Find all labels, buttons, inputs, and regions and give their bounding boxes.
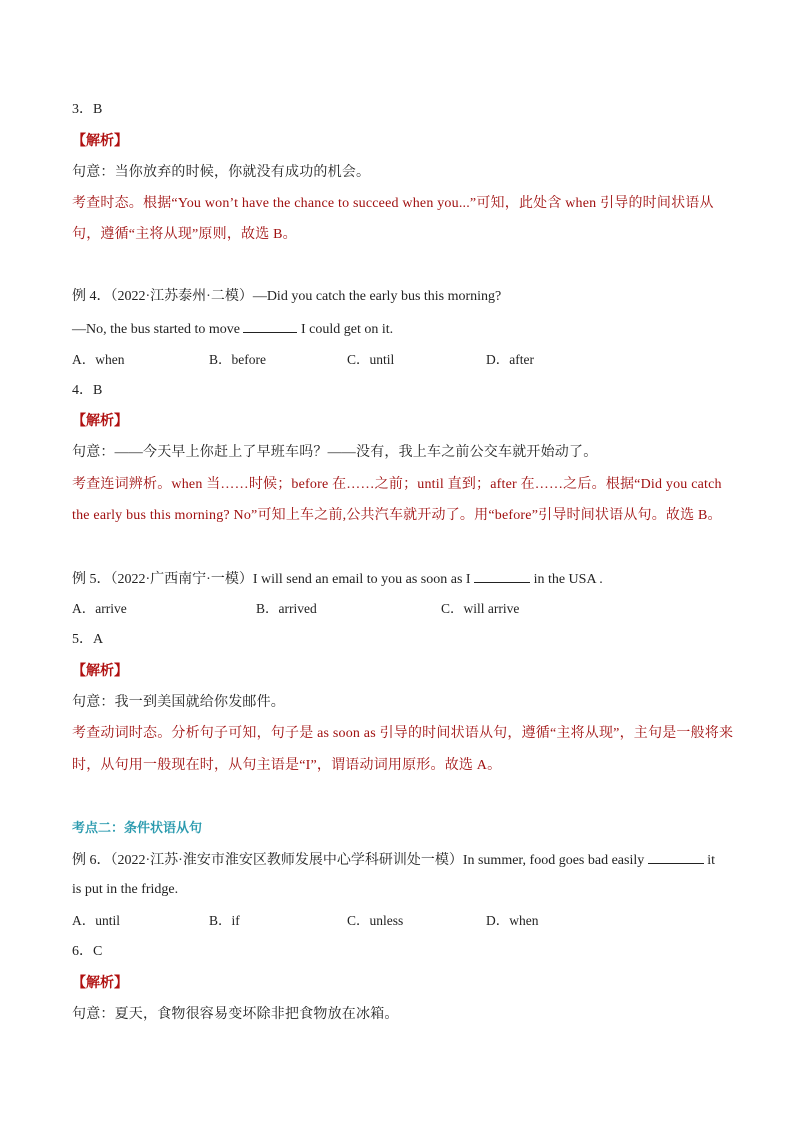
q5-analysis-line2: 时，从句用一般现在时，从句主语是“I”，谓语动词用原形。故选 A。 — [72, 758, 502, 773]
q6-jiexi-heading: 【解析】 — [72, 976, 128, 991]
q3-answer: 3．B — [72, 102, 103, 117]
q4-line2-pre: —No, the bus started to move — [72, 322, 240, 337]
q5-analysis-line1: 考查动词时态。分析句子可知，句子是 as soon as 引导的时间状语从句，遵循“主将从现”，主句是一般将来 — [72, 726, 734, 741]
q4-meaning: 句意：——今天早上你赶上了早班车吗？——没有，我上车之前公交车就开始动了。 — [72, 445, 598, 460]
q6-option-b: B．if — [209, 913, 240, 928]
q4-option-d: D．after — [486, 352, 534, 367]
q3-jiexi-heading: 【解析】 — [72, 134, 128, 149]
q4-blank — [243, 318, 297, 333]
q6-post: it — [707, 853, 716, 868]
q6-option-c: C．unless — [347, 913, 404, 928]
q4-answer: 4．B — [72, 383, 103, 398]
q6-pre: 例 6．（2022·江苏·淮安市淮安区教师发展中心学科研训处一模）In summer, food goes bad easily — [72, 853, 645, 868]
q5-answer: 5．A — [72, 632, 104, 647]
q4-option-c: C．until — [347, 352, 395, 367]
q6-question — [72, 849, 724, 871]
q4-question-line2 — [72, 318, 724, 340]
q4-option-a: A．when — [72, 352, 125, 367]
q6-option-a: A．until — [72, 913, 121, 928]
q4-analysis-line2: the early bus this morning? No”可知上车之前,公共汽车就开动了。用“before”引导时间状语从句。故选 B。 — [72, 508, 722, 523]
q3-analysis-line1: 考查时态。根据“You won’t have the chance to succeed when you...”可知，此处含 when 引导的时间状语从 — [72, 196, 714, 211]
q6-option-d: D．when — [486, 913, 539, 928]
q6-blank — [648, 849, 704, 864]
q5-question — [72, 568, 724, 590]
q5-blank — [474, 568, 530, 583]
q5-post: in the USA . — [533, 572, 603, 587]
q6-question-line2: is put in the fridge. — [72, 882, 179, 897]
q5-option-b: B．arrived — [256, 601, 317, 616]
q5-jiexi-heading: 【解析】 — [72, 664, 128, 679]
q5-option-a: A．arrive — [72, 601, 127, 616]
q4-jiexi-heading: 【解析】 — [72, 414, 128, 429]
q5-option-c: C．will arrive — [441, 601, 520, 616]
q4-option-b: B．before — [209, 352, 266, 367]
q4-question: 例 4．（2022·江苏泰州·二模）—Did you catch the early bus this morning? — [72, 289, 502, 304]
q6-answer: 6．C — [72, 944, 103, 959]
q4-analysis-line1: 考查连词辨析。when 当……时候；before 在……之前；until 直到；after 在……之后。根据“Did you catch — [72, 477, 722, 492]
q3-meaning: 句意：当你放弃的时候，你就没有成功的机会。 — [72, 165, 371, 180]
q6-meaning: 句意：夏天，食物很容易变坏除非把食物放在冰箱。 — [72, 1007, 399, 1022]
q4-line2-post: I could get on it. — [300, 322, 394, 337]
q5-pre: 例 5．（2022·广西南宁·一模）I will send an email to you as soon as I — [72, 572, 471, 587]
q5-meaning: 句意：我一到美国就给你发邮件。 — [72, 695, 285, 710]
section-2-title: 考点二：条件状语从句 — [72, 820, 203, 835]
q3-analysis-line2: 句，遵循“主将从现”原则，故选 B。 — [72, 227, 297, 242]
